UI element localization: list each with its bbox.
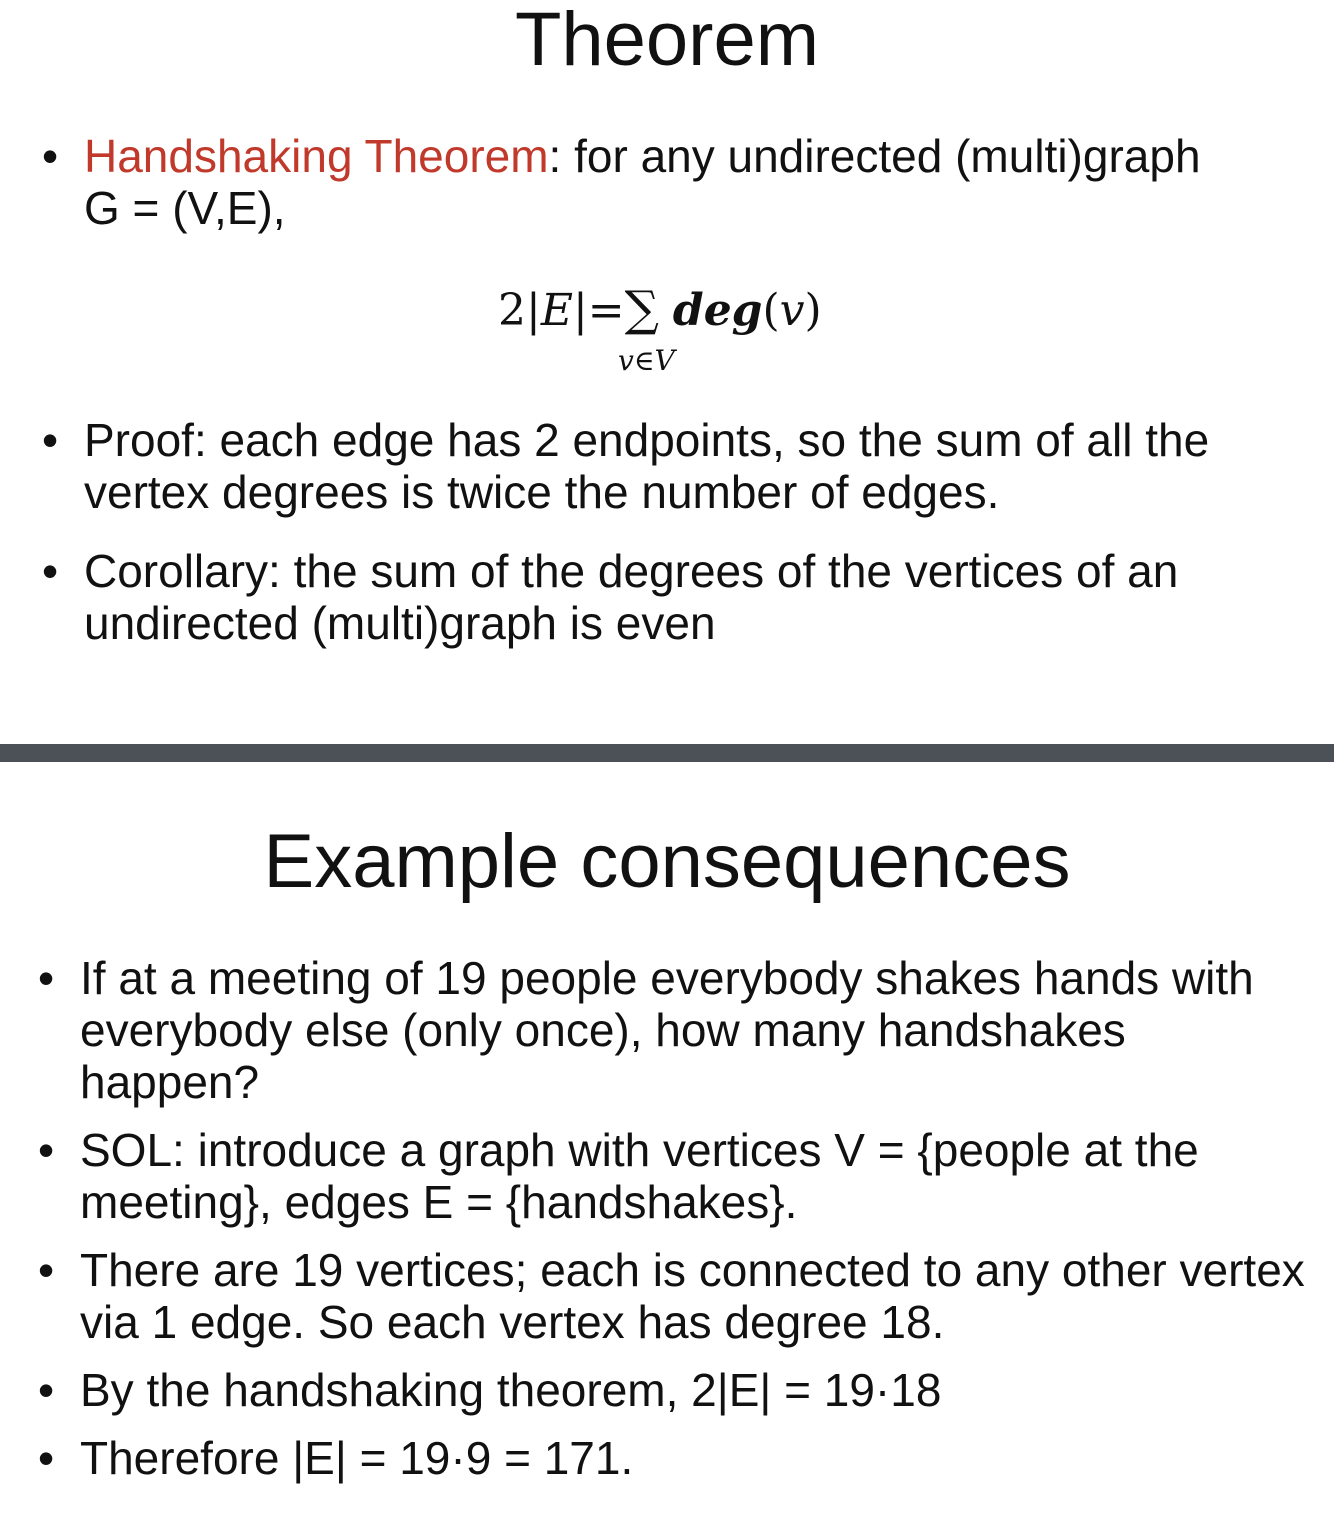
formula-function: deg (672, 285, 763, 336)
handshaking-formula (498, 278, 838, 378)
bullet-dot: • (42, 545, 59, 597)
formula-lhs: 2| (498, 285, 541, 336)
bullet-corollary (42, 545, 1179, 649)
slide-theorem (0, 0, 1334, 744)
formula-open-paren: ( (762, 285, 780, 336)
theorem-term: Handshaking Theorem (84, 130, 549, 182)
bullet-line: There are 19 vertices; each is connected to any other vertex (80, 1244, 1305, 1296)
bullet-line: Therefore |E| = 19·9 = 171. (80, 1432, 634, 1484)
bullet-handshaking-theorem (42, 130, 1201, 234)
bullet-conclusion (38, 1432, 634, 1484)
bullet-line: meeting}, edges E = {handshakes}. (80, 1176, 798, 1228)
bullet-line: If at a meeting of 19 people everybody shakes hands with (80, 952, 1254, 1004)
bullet-dot: • (38, 1244, 55, 1296)
bullet-line: undirected (multi)graph is even (84, 597, 716, 649)
bullet-line: SOL: introduce a graph with vertices V = {people at the (80, 1124, 1199, 1176)
formula-equals: |= (572, 285, 625, 336)
slide-divider (0, 744, 1334, 762)
sigma-symbol: ∑ (624, 281, 659, 337)
bullet-line: happen? (80, 1056, 260, 1108)
bullet-dot: • (42, 130, 59, 182)
bullet-line: By the handshaking theorem, 2|E| = 19·18 (80, 1364, 942, 1416)
bullet-dot: • (38, 1124, 55, 1176)
bullet-line: everybody else (only once), how many handshakes (80, 1004, 1126, 1056)
bullet-proof (42, 414, 1210, 518)
theorem-statement: : for any undirected (multi)graph (548, 130, 1201, 182)
formula-main (498, 281, 822, 337)
bullet-line: Corollary: the sum of the degrees of the vertices of an (84, 545, 1179, 597)
bullet-line (84, 130, 1201, 182)
bullet-dot: • (38, 1364, 55, 1416)
bullet-line: vertex degrees is twice the number of edges. (84, 466, 1000, 518)
bullet-dot: • (38, 1432, 55, 1484)
bullet-meeting-question (38, 952, 1254, 1108)
slide-title: Theorem (514, 0, 820, 82)
formula-edge-set: E (540, 285, 573, 336)
formula-close-paren: ) (804, 285, 822, 336)
bullet-solution (38, 1124, 1199, 1228)
bullet-line: via 1 edge. So each vertex has degree 18. (80, 1296, 945, 1348)
formula-subscript: v∈V (618, 344, 675, 377)
bullet-line: Proof: each edge has 2 endpoints, so the sum of all the (84, 414, 1210, 466)
formula-argument: v (779, 285, 805, 336)
bullet-apply-theorem (38, 1364, 942, 1416)
slide-example-consequences (0, 762, 1334, 1515)
bullet-line: G = (V,E), (84, 182, 286, 234)
bullet-dot: • (38, 952, 55, 1004)
bullet-dot: • (42, 414, 59, 466)
slide-title: Example consequences (263, 819, 1071, 904)
bullet-vertex-degree (38, 1244, 1305, 1348)
